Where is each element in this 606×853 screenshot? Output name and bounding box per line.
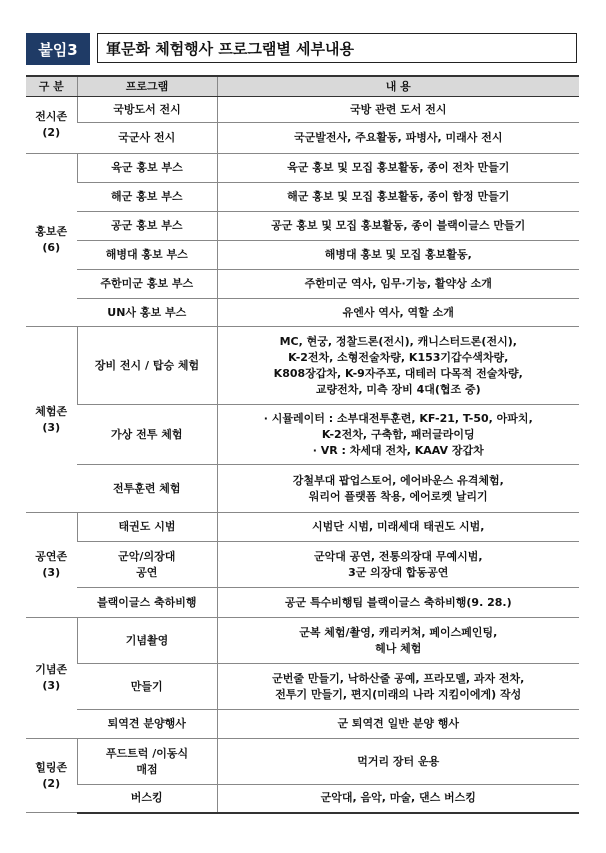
content-line: 3군 의장대 합동공연 bbox=[348, 565, 449, 579]
section-cell bbox=[26, 618, 77, 739]
content-line: 강철부대 팝업스토어, 에어바운스 유격체험, bbox=[292, 473, 504, 487]
table-row bbox=[26, 739, 579, 785]
program-name-line: 기념촬영 bbox=[125, 633, 169, 647]
content-cell bbox=[217, 739, 579, 785]
table-row bbox=[26, 183, 579, 212]
content-line: 군 퇴역견 일반 분양 행사 bbox=[337, 717, 460, 730]
program-cell bbox=[77, 664, 217, 710]
content-line: 해군 홍보 및 모집 홍보활동, 종이 함정 만들기 bbox=[287, 190, 510, 203]
program-cell bbox=[77, 97, 217, 123]
table-header bbox=[26, 76, 579, 97]
program-cell bbox=[77, 513, 217, 542]
content-line: MC, 현궁, 정찰드론(전시), 캐니스터드론(전시), bbox=[279, 334, 517, 348]
program-name-line: 가상 전투 체험 bbox=[111, 427, 183, 441]
content-line: · VR : 차세대 전차, KAAV 장갑차 bbox=[312, 443, 484, 457]
table-row bbox=[26, 542, 579, 588]
section-name-line: 홍보존 bbox=[35, 225, 68, 238]
column-header-content: 내 용 bbox=[217, 76, 579, 97]
program-name-line: 전투훈련 체험 bbox=[112, 481, 181, 495]
section-name-line: (3) bbox=[42, 420, 61, 434]
table-row bbox=[26, 327, 579, 405]
content-cell bbox=[217, 513, 579, 542]
program-cell bbox=[77, 241, 217, 270]
content-line: 해병대 홍보 및 모집 홍보활동, bbox=[324, 248, 472, 261]
content-cell bbox=[217, 327, 579, 405]
program-cell bbox=[77, 183, 217, 212]
section-name-line: (2) bbox=[42, 776, 61, 790]
content-cell bbox=[217, 299, 579, 327]
table-row bbox=[26, 710, 579, 739]
content-line: 유엔사 역사, 역할 소개 bbox=[342, 305, 454, 319]
content-line: 먹거리 장터 운용 bbox=[357, 754, 440, 768]
content-cell bbox=[217, 154, 579, 183]
section-name-line: (3) bbox=[42, 566, 61, 579]
content-cell bbox=[217, 183, 579, 212]
program-table bbox=[26, 75, 579, 814]
section-name-line: (2) bbox=[42, 126, 61, 139]
program-name-line: 블랙이글스 축하비행 bbox=[97, 595, 197, 609]
table-row bbox=[26, 405, 579, 465]
program-name-line: 매점 bbox=[136, 762, 158, 776]
program-cell bbox=[77, 710, 217, 739]
section-cell bbox=[26, 327, 77, 513]
program-cell bbox=[77, 588, 217, 618]
section-cell bbox=[26, 97, 77, 154]
table-row bbox=[26, 588, 579, 618]
content-cell bbox=[217, 123, 579, 154]
content-line: 주한미군 역사, 임무·기능, 활약상 소개 bbox=[304, 277, 492, 290]
content-cell bbox=[217, 241, 579, 270]
section-cell bbox=[26, 154, 77, 327]
program-cell bbox=[77, 542, 217, 588]
program-cell bbox=[77, 154, 217, 183]
content-line: 시범단 시범, 미래세대 태권도 시범, bbox=[312, 520, 485, 533]
program-cell bbox=[77, 785, 217, 813]
content-line: 군복 체험/촬영, 캐리커쳐, 페이스페인팅, bbox=[299, 625, 498, 639]
content-line: K-2전차, 구축함, 패러글라이딩 bbox=[321, 427, 475, 441]
content-line: 전투기 만들기, 편지(미래의 나라 지킴이에게) 작성 bbox=[275, 687, 522, 701]
table-row bbox=[26, 123, 579, 154]
content-line: 국방 관련 도서 전시 bbox=[350, 102, 447, 116]
table-row bbox=[26, 513, 579, 542]
table-body bbox=[26, 97, 579, 813]
content-line: 워리어 플랫폼 착용, 에어로켓 날리기 bbox=[308, 489, 488, 503]
program-name-line: 국방도서 전시 bbox=[113, 102, 181, 116]
program-name-line: 퇴역견 분양행사 bbox=[107, 717, 186, 730]
program-name-line: 해병대 홍보 부스 bbox=[105, 248, 188, 261]
program-cell bbox=[77, 618, 217, 664]
header-row bbox=[26, 76, 579, 97]
program-name-line: 육군 홍보 부스 bbox=[111, 161, 183, 174]
content-cell bbox=[217, 212, 579, 241]
content-line: 공군 홍보 및 모집 홍보활동, 종이 블랙이글스 만들기 bbox=[271, 219, 526, 232]
content-cell bbox=[217, 465, 579, 513]
program-name-line: 태권도 시범 bbox=[118, 520, 176, 533]
program-cell bbox=[77, 465, 217, 513]
program-name-line: 푸드트럭 /이동식 bbox=[105, 746, 189, 760]
table-row bbox=[26, 212, 579, 241]
content-line: 육군 홍보 및 모집 홍보활동, 종이 전차 만들기 bbox=[287, 161, 510, 174]
table-row bbox=[26, 154, 579, 183]
column-header-program: 프로그램 bbox=[77, 76, 217, 97]
content-line: 공군 특수비행팀 블랙이글스 축하비행(9. 28.) bbox=[284, 595, 512, 609]
attachment-badge: 붙임3 bbox=[26, 33, 90, 65]
section-name-line: 체험존 bbox=[35, 404, 68, 418]
program-cell bbox=[77, 327, 217, 405]
content-line: K808장갑차, K-9자주포, 대테러 다목적 전술차량, bbox=[273, 366, 523, 380]
section-name-line: 기념존 bbox=[35, 663, 68, 676]
program-name-line: 공군 홍보 부스 bbox=[111, 219, 183, 232]
column-header-category: 구 분 bbox=[26, 76, 77, 97]
content-cell bbox=[217, 270, 579, 299]
section-name-line: 힐링존 bbox=[35, 760, 68, 774]
table-row bbox=[26, 785, 579, 813]
content-line: 교량전차, 미측 장비 4대(협조 중) bbox=[315, 382, 481, 396]
content-line: K-2전차, 소형전술차량, K153기갑수색차량, bbox=[288, 350, 509, 364]
section-name-line: (3) bbox=[42, 679, 61, 692]
content-cell bbox=[217, 588, 579, 618]
section-cell bbox=[26, 739, 77, 813]
table-row bbox=[26, 241, 579, 270]
table-row bbox=[26, 465, 579, 513]
section-name-line: 공연존 bbox=[35, 550, 68, 563]
table-row bbox=[26, 97, 579, 123]
section-cell bbox=[26, 513, 77, 618]
program-cell bbox=[77, 739, 217, 785]
table-row bbox=[26, 299, 579, 327]
content-cell bbox=[217, 405, 579, 465]
program-name-line: 주한미군 홍보 부스 bbox=[100, 277, 194, 290]
content-cell bbox=[217, 542, 579, 588]
content-line: 국군발전사, 주요활동, 파병사, 미래사 전시 bbox=[294, 131, 503, 144]
program-cell bbox=[77, 299, 217, 327]
content-cell bbox=[217, 710, 579, 739]
program-name-line: UN사 홍보 부스 bbox=[107, 305, 187, 319]
table-row bbox=[26, 664, 579, 710]
content-cell bbox=[217, 97, 579, 123]
program-name-line: 만들기 bbox=[130, 679, 163, 693]
content-cell bbox=[217, 618, 579, 664]
content-cell bbox=[217, 664, 579, 710]
document-header bbox=[26, 33, 579, 65]
program-name-line: 국군사 전시 bbox=[118, 131, 176, 144]
program-cell bbox=[77, 123, 217, 154]
program-name-line: 버스킹 bbox=[130, 791, 163, 805]
content-line: 군악대, 음악, 마술, 댄스 버스킹 bbox=[320, 791, 476, 805]
section-name-line: (6) bbox=[42, 241, 61, 254]
content-line: 헤나 체험 bbox=[375, 641, 422, 655]
program-name-line: 공연 bbox=[136, 565, 158, 579]
section-name-line: 전시존 bbox=[35, 110, 68, 123]
content-line: · 시뮬레이터 : 소부대전투훈련, KF-21, T-50, 아파치, bbox=[263, 411, 533, 425]
program-name-line: 장비 전시 / 탑승 체험 bbox=[94, 358, 200, 372]
program-cell bbox=[77, 212, 217, 241]
content-line: 군악대 공연, 전통의장대 무예시범, bbox=[313, 549, 483, 563]
content-cell bbox=[217, 785, 579, 813]
program-cell bbox=[77, 405, 217, 465]
table-row bbox=[26, 270, 579, 299]
program-name-line: 해군 홍보 부스 bbox=[111, 190, 183, 203]
program-cell bbox=[77, 270, 217, 299]
table-row bbox=[26, 618, 579, 664]
content-line: 군번줄 만들기, 낙하산줄 공예, 프라모델, 과자 전차, bbox=[272, 671, 525, 685]
document-title: 軍문화 체험행사 프로그램별 세부내용 bbox=[97, 33, 577, 63]
program-name-line: 군악/의장대 bbox=[118, 549, 176, 563]
